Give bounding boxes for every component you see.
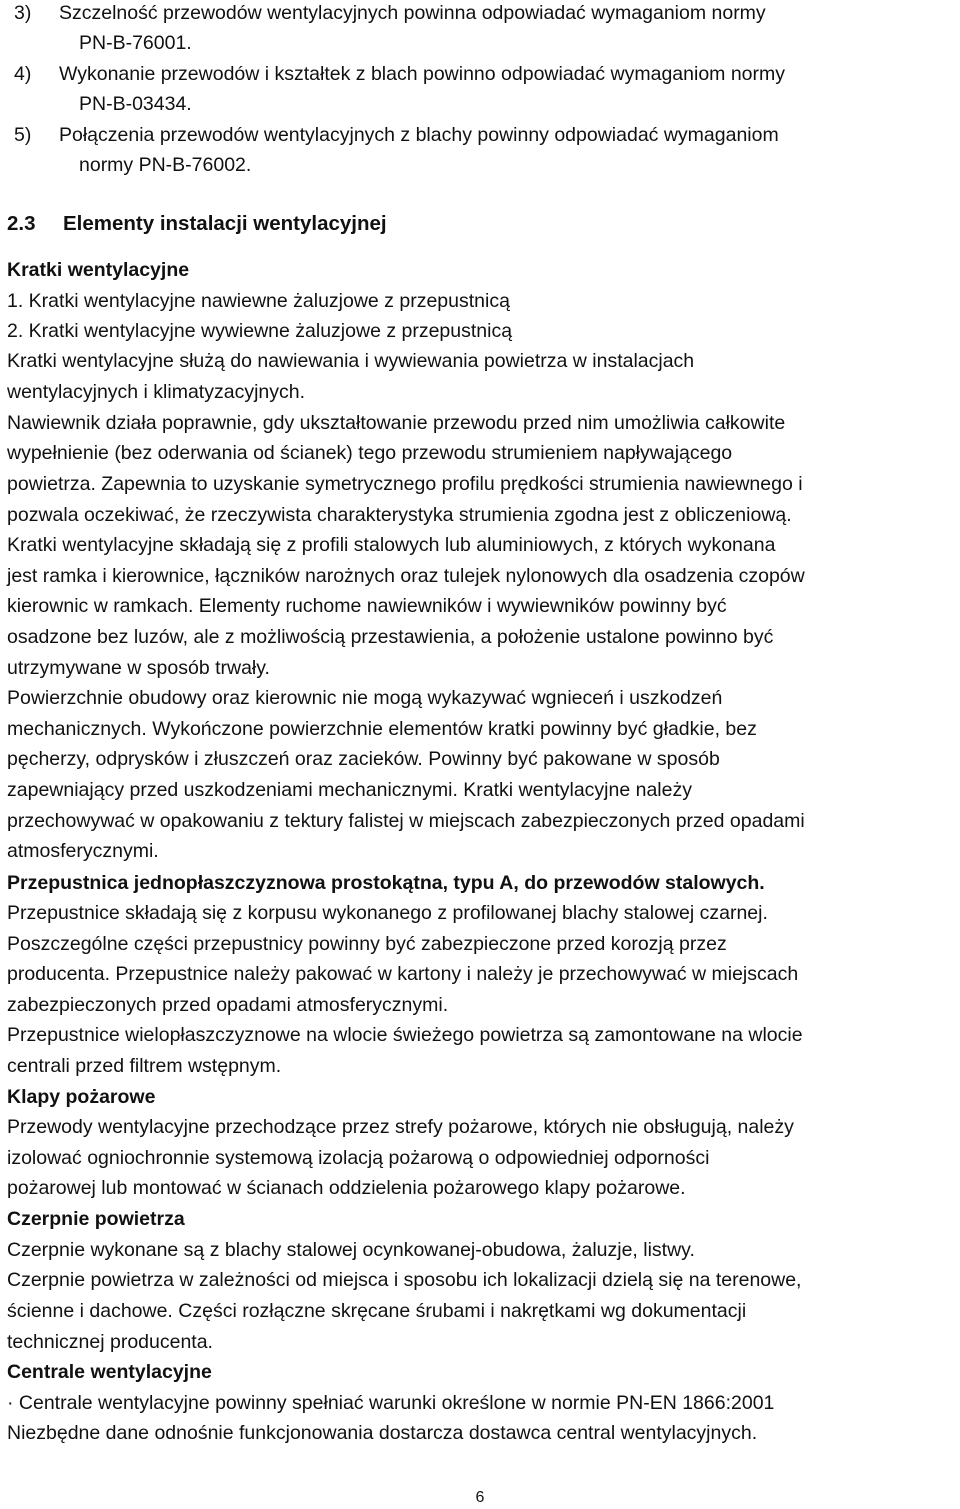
text-line: kierownic w ramkach. Elementy ruchome nawiewników i wywiewników powinny być: [7, 595, 727, 617]
subheading-czerpnie: Czerpnie powietrza: [7, 1208, 185, 1230]
text-line: Przewody wentylacyjne przechodzące przez strefy pożarowe, których nie obsługują, należy: [7, 1116, 794, 1138]
section-title: Elementy instalacji wentylacyjnej: [63, 212, 387, 235]
list-item-5: [7, 120, 956, 150]
subheading-kratki: Kratki wentylacyjne: [7, 259, 190, 281]
text-line: Czerpnie wykonane są z blachy stalowej ocynkowanej-obudowa, żaluzje, listwy.: [7, 1239, 695, 1261]
text-line: 2. Kratki wentylacyjne wywiewne żaluzjowe z przepustnicą: [7, 320, 513, 342]
text-line: Czerpnie powietrza w zależności od miejsca i sposobu ich lokalizacji dzielą się na terenowe,: [7, 1269, 802, 1291]
text-line: utrzymywane w sposób trwały.: [7, 657, 270, 679]
text-line: pozwala oczekiwać, że rzeczywista charakterystyka strumienia zgodna jest z obliczeniową.: [7, 504, 792, 526]
list-item-4-continuation: PN-B-03434.: [79, 93, 192, 115]
text-line: zapewniający przed uszkodzeniami mechanicznymi. Kratki wentylacyjne należy: [7, 779, 692, 801]
text-line: pęcherzy, odprysków i złuszczeń oraz zacieków. Powinny być pakowane w sposób: [7, 748, 720, 770]
text-line: Powierzchnie obudowy oraz kierownic nie mogą wykazywać wgnieceń i uszkodzeń: [7, 687, 723, 709]
section-heading: [7, 209, 956, 239]
text-line: centrali przed filtrem wstępnym.: [7, 1055, 282, 1077]
bullet-line: · Centrale wentylacyjne powinny spełniać warunki określone w normie PN-EN 1866:2001: [7, 1392, 775, 1414]
text-line: Przepustnice składają się z korpusu wykonanego z profilowanej blachy stalowej czarnej.: [7, 902, 768, 924]
text-line: atmosferycznymi.: [7, 840, 159, 862]
list-item-5-continuation: normy PN-B-76002.: [79, 154, 252, 176]
list-text: Połączenia przewodów wentylacyjnych z blachy powinny odpowiadać wymaganiom: [59, 124, 779, 146]
subheading-klapy: Klapy pożarowe: [7, 1086, 156, 1108]
list-item-3: [7, 0, 956, 28]
subheading-centrale: Centrale wentylacyjne: [7, 1361, 212, 1383]
text-line: Przepustnice wielopłaszczyznowe na wlocie świeżego powietrza są zamontowane na wlocie: [7, 1024, 803, 1046]
text-line: przechowywać w opakowaniu z tektury falistej w miejscach zabezpieczonych przed opadami: [7, 810, 805, 832]
list-number: 3): [14, 2, 32, 24]
text-line: izolować ogniochronnie systemową izolacją pożarową o odpowiedniej odporności: [7, 1147, 710, 1169]
text-line: Kratki wentylacyjne służą do nawiewania i wywiewania powietrza w instalacjach: [7, 350, 695, 372]
list-text: Wykonanie przewodów i kształtek z blach powinno odpowiadać wymaganiom normy: [59, 63, 786, 85]
list-text: Szczelność przewodów wentylacyjnych powinna odpowiadać wymaganiom normy: [59, 2, 766, 24]
text-line: wentylacyjnych i klimatyzacyjnych.: [7, 381, 306, 403]
text-line: Niezbędne dane odnośnie funkcjonowania dostarcza dostawca central wentylacyjnych.: [7, 1422, 758, 1444]
text-line: Poszczególne części przepustnicy powinny być zabezpieczone przed korozją przez: [7, 933, 727, 955]
text-line: mechanicznych. Wykończone powierzchnie elementów kratki powinny być gładkie, bez: [7, 718, 757, 740]
text-line: powietrza. Zapewnia to uzyskanie symetrycznego profilu prędkości strumienia nawiewnego i: [7, 473, 803, 495]
text-line: Nawiewnik działa poprawnie, gdy ukształtowanie przewodu przed nim umożliwia całkowite: [7, 412, 786, 434]
list-number: 4): [14, 63, 32, 85]
text-line: producenta. Przepustnice należy pakować w kartony i należy je przechowywać w miejscach: [7, 963, 799, 985]
list-item-4: [7, 59, 956, 89]
text-line: osadzone bez luzów, ale z możliwością przestawienia, a położenie ustalone powinno być: [7, 626, 774, 648]
text-line: Kratki wentylacyjne składają się z profili stalowych lub aluminiowych, z których wykonana: [7, 534, 776, 556]
page-number: 6: [475, 1489, 485, 1506]
text-line: ścienne i dachowe. Części rozłączne skręcane śrubami i nakrętkami wg dokumentacji: [7, 1300, 747, 1322]
list-item-3-continuation: PN-B-76001.: [79, 32, 192, 54]
list-number: 5): [14, 124, 32, 146]
text-line: zabezpieczonych przed opadami atmosferycznymi.: [7, 994, 449, 1016]
text-line: wypełnienie (bez oderwania od ścianek) tego przewodu strumieniem napływającego: [7, 442, 733, 464]
text-line: pożarowej lub montować w ścianach oddzielenia pożarowego klapy pożarowe.: [7, 1177, 686, 1199]
text-line: jest ramka i kierownice, łączników narożnych oraz tulejek nylonowych dla osadzenia czopów: [7, 565, 805, 587]
text-line: 1. Kratki wentylacyjne nawiewne żaluzjowe z przepustnicą: [7, 290, 510, 312]
text-line: technicznej producenta.: [7, 1331, 213, 1353]
section-number: 2.3: [7, 212, 36, 235]
subheading-przepustnica: Przepustnica jednopłaszczyznowa prostokątna, typu A, do przewodów stalowych.: [7, 872, 765, 894]
